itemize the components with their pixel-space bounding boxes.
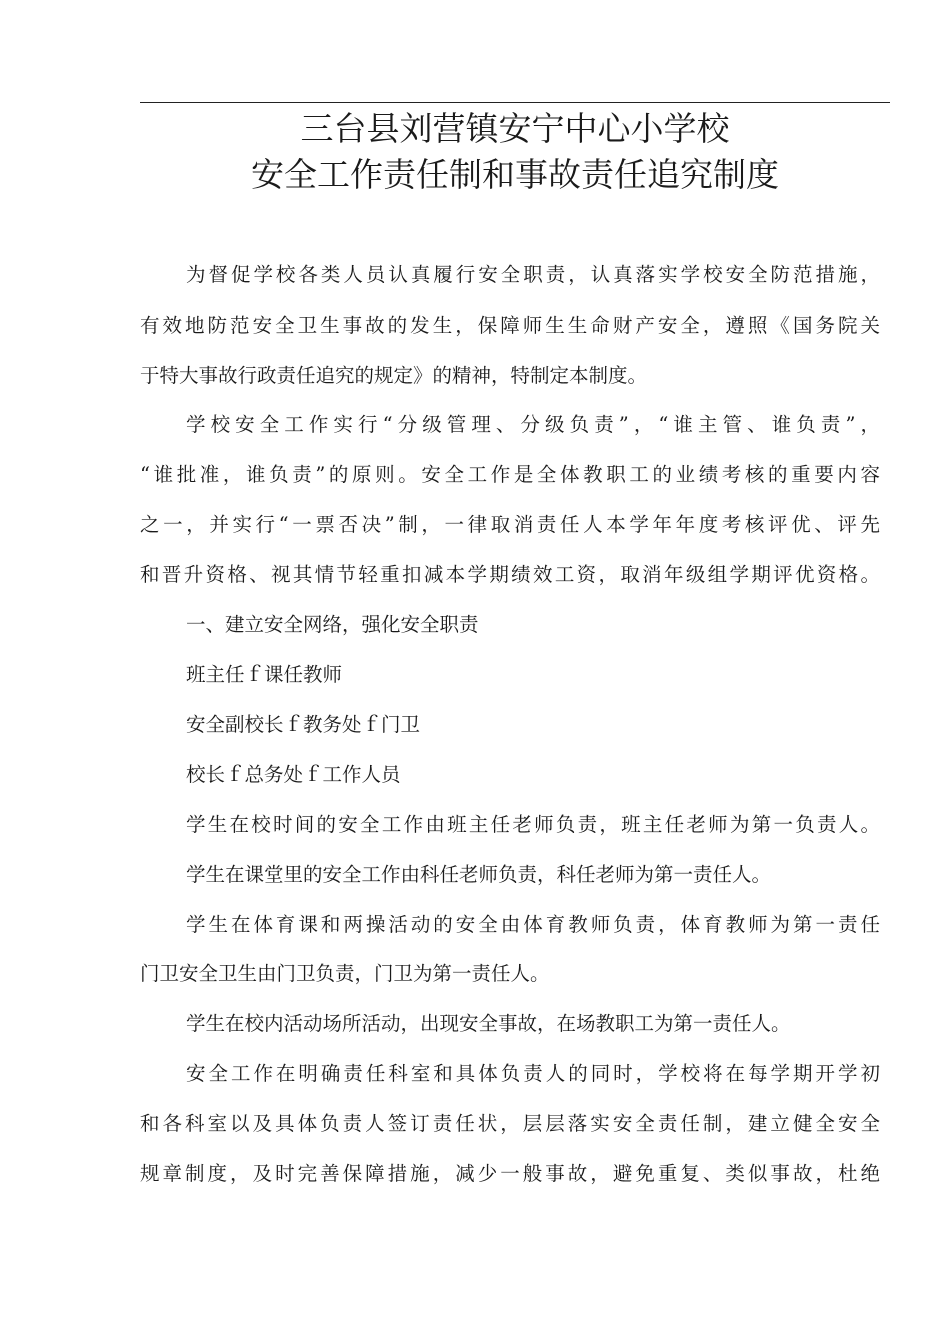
document-title-line2: 安全工作责任制和事故责任追究制度 [251,155,779,194]
text-line: 安全副校长ｆ教务处ｆ门卫 [186,713,421,736]
text-line: 有效地防范安全卫生事故的发生，保障师生生命财产安全，遵照《国务院关 [140,314,880,337]
text-line: 和晋升资格、视其情节轻重扣减本学期绩效工资，取消年级组学期评优资格。 [140,563,880,586]
text-line: 于特大事故行政责任追究的规定》的精神，特制定本制度。 [140,364,648,387]
header-rule [140,102,890,103]
text-line: 规章制度，及时完善保障措施，减少一般事故，避免重复、类似事故，杜绝 [140,1162,880,1185]
text-line: 学生在体育课和两操活动的安全由体育教师负责，体育教师为第一责任 [186,913,880,936]
text-line: “谁批准，谁负责”的原则。安全工作是全体教职工的业绩考核的重要内容 [140,463,880,486]
text-line: 门卫安全卫生由门卫负责，门卫为第一责任人。 [140,962,550,985]
text-line: 安全工作在明确责任科室和具体负责人的同时，学校将在每学期开学初 [186,1062,880,1085]
text-line: 学生在课堂里的安全工作由科任老师负责，科任老师为第一责任人。 [186,863,772,886]
text-line: 为督促学校各类人员认真履行安全职责，认真落实学校安全防范措施， [186,263,880,286]
text-line: 和各科室以及具体负责人签订责任状，层层落实安全责任制，建立健全安全 [140,1112,880,1135]
section-heading: 一、建立安全网络，强化安全职责 [186,613,479,636]
text-line: 之一，并实行“一票否决”制，一律取消责任人本学年年度考核评优、评先 [140,513,880,536]
document-title-line1: 三台县刘营镇安宁中心小学校 [300,109,730,148]
text-line: 学生在校内活动场所活动，出现安全事故，在场教职工为第一责任人。 [186,1012,791,1035]
text-line: 学生在校时间的安全工作由班主任老师负责，班主任老师为第一负责人。 [186,813,880,836]
text-line: 班主任ｆ课任教师 [186,663,343,686]
text-line: 校长ｆ总务处ｆ工作人员 [186,763,401,786]
text-line: 学校安全工作实行“分级管理、分级负责”，“谁主管、谁负责”， [186,413,880,436]
